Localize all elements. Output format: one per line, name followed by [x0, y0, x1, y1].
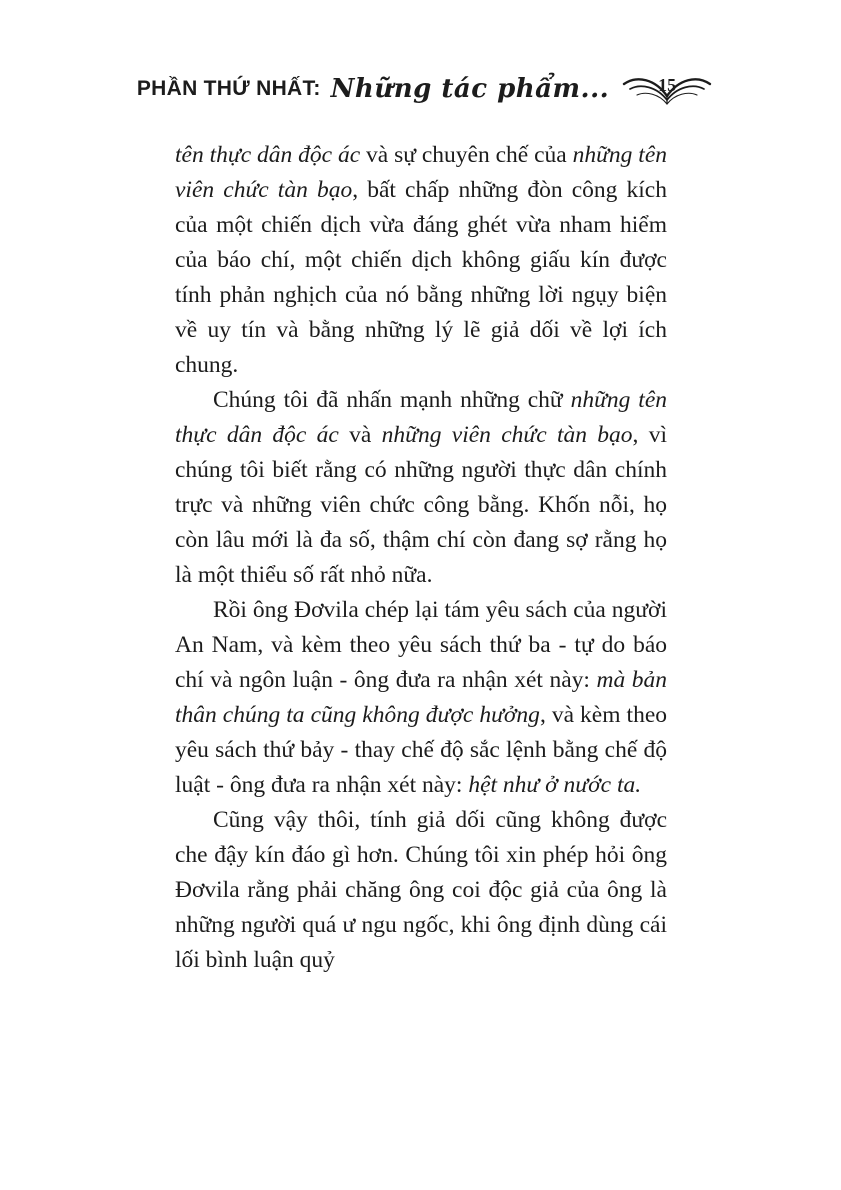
- part-title: Những tác phẩm...: [330, 74, 610, 104]
- open-book-icon: [621, 66, 713, 112]
- text-run: , và kèm theo yêu sách thứ bảy - thay chế độ sắc lệnh bằng chế độ luật - ông đưa ra nhận xét này:: [175, 702, 668, 798]
- text-run: Cũng vậy thôi, tính giả dối cũng không được che đậy kín đáo gì hơn. Chúng tôi xin phép hỏi ông Đơvila rằng phải chăng ông coi độc giả của ông là những người quá ư ngu ngốc, khi ông định dùng cái lối bình luận quỷ: [175, 807, 667, 973]
- text-run: , bất chấp những đòn công kích của một chiến dịch vừa đáng ghét vừa nham hiểm của báo chí, một chiến dịch không giấu kín được tính phản nghịch của nó bằng những lời ngụy biện về uy tín và bằng những lý lẽ giả dối về lợi ích chung.: [175, 177, 667, 378]
- text-run: và sự chuyên chế của: [360, 142, 573, 168]
- page-number: 15: [658, 75, 677, 95]
- paragraph: [175, 138, 667, 383]
- emphasized-text-run: tên thực dân độc ác: [175, 142, 361, 168]
- emphasized-text-run: hệt như ở nước ta.: [468, 772, 642, 798]
- emphasized-text-run: mà bản thân chúng ta cũng không được hưởng: [175, 667, 667, 728]
- paragraph: [175, 593, 667, 803]
- text-run: Chúng tôi đã nhấn mạnh những chữ: [213, 387, 571, 413]
- text-run: Rồi ông Đơvila chép lại tám yêu sách của người An Nam, và kèm theo yêu sách thứ ba - tự do báo chí và ngôn luận - ông đưa ra nhận xét này:: [175, 597, 667, 693]
- paragraph: [175, 383, 667, 593]
- page-body: [175, 138, 667, 978]
- emphasized-text-run: những viên chức tàn bạo: [381, 422, 633, 448]
- page-header: [136, 66, 677, 112]
- emphasized-text-run: những tên viên chức tàn bạo: [175, 142, 668, 203]
- text-run: , vì chúng tôi biết rằng có những người thực dân chính trực và những viên chức công bằng. Khốn nỗi, họ còn lâu mới là đa số, thậm chí còn đang sợ rằng họ là một thiểu số rất nhỏ nữa.: [175, 422, 668, 588]
- emphasized-text-run: những tên thực dân độc ác: [175, 387, 667, 448]
- part-label: PHẦN THỨ NHẤT:: [136, 77, 321, 100]
- text-run: và: [338, 422, 382, 448]
- paragraph: [175, 803, 667, 978]
